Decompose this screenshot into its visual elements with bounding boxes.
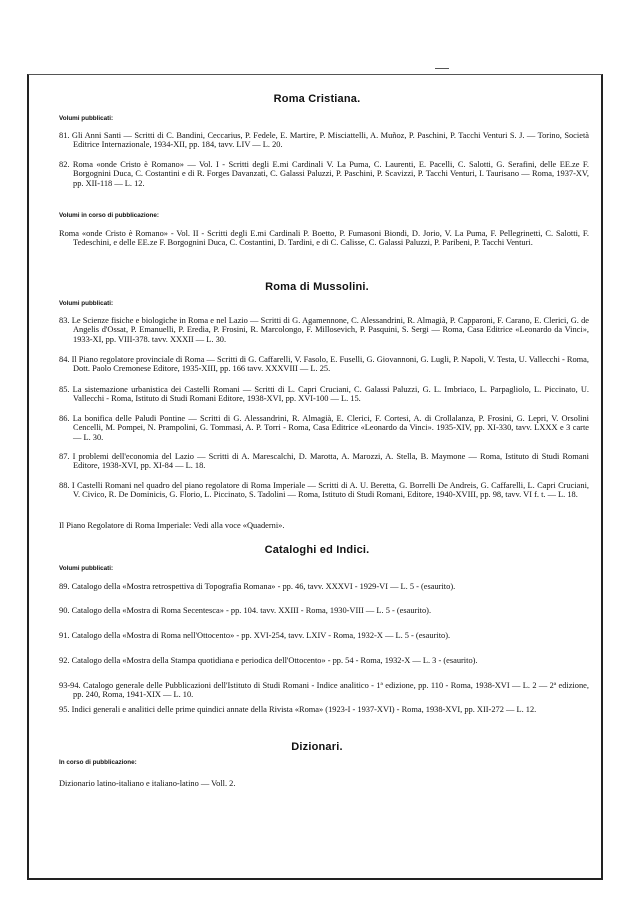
catalog-entry: 95. Indici generali e analitici delle prime quindici annate della Rivista «Roma» (1923-I - 1937-XVI) - Roma, 1938-XVI, pp. XII-272 — L. 12. <box>59 705 537 714</box>
catalog-entry: 90. Catalogo della «Mostra di Roma Secentesca» - pp. 104. tavv. XXIII - Roma, 1930-VIII — L. 5 - (esaurito). <box>59 606 432 615</box>
group-label: In corso di pubblicazione: <box>59 759 137 766</box>
group-label: Volumi in corso di pubblicazione: <box>59 212 159 219</box>
catalog-entry: 93-94. Catalogo generale delle Pubblicazioni dell'Istituto di Studi Romani - Indice analitico - 1ª edizione, pp. 110 - Roma, 1938-XVI — L. 2 — 2ª edizione, pp. 240, Roma, 1941-XIX — L. 10. <box>59 681 589 700</box>
catalog-entry: 88. I Castelli Romani nel quadro del piano regolatore di Roma Imperiale — Scritti di A. U. Beretta, G. Borrelli De Andreis, G. Caffarelli, L. Capri Cruciani, V. Civico, R. De Dominicis, G. Florio, L. Piccinato, S. Tadolini — Roma, Istituto di Studi Romani, Editore, 1940-XVIII, pp. 98, tavv. VI f. t. — L. 18. <box>59 481 589 500</box>
catalog-entry: 92. Catalogo della «Mostra della Stampa quotidiana e periodica dell'Ottocento» - pp. 54 - Roma, 1932-X — L. 3 - (esaurito). <box>59 656 478 665</box>
catalog-entry: 91. Catalogo della «Mostra di Roma nell'Ottocento» - pp. XVI-254, tavv. LXIV - Roma, 1932-X — L. 5 - (esaurito). <box>59 631 451 640</box>
page-top-mark <box>435 68 449 69</box>
catalog-entry: Roma «onde Cristo è Romano» - Vol. II - Scritti degli E.mi Cardinali P. Boetto, P. Fumasoni Biondi, D. Jorio, V. La Puma, F. Pellegrinetti, C. Salotti, F. Tedeschini, e delle EE.ze F. Borgognini Duca, C. Costantini, D. Tardini, e di C. Calisse, C. Galassi Paluzzi, P. Paribeni, P. Tacchi Venturi. <box>59 229 589 248</box>
group-label: Volumi pubblicati: <box>59 565 114 572</box>
group-label: Volumi pubblicati: <box>59 300 114 307</box>
section-title-cataloghi-ed-indici: Cataloghi ed Indici. <box>264 544 370 556</box>
catalog-entry: Dizionario latino-italiano e italiano-latino — Voll. 2. <box>59 779 236 788</box>
catalog-entry: 83. Le Scienze fisiche e biologiche in Roma e nel Lazio — Scritti di G. Agamennone, C. Alessandrini, R. Almagià, P. Capparoni, F. Carano, E. Clerici, G. de Angelis d'Ossat, P. Emanuelli, P. Eredia, P. Frosini, R. Marcolongo, F. Millosevich, P. Pasquini, S. Sergi — Roma, Casa Editrice «Leonardo da Vinci», 1933-XI, pp. VIII-378. tavv. XXXII — L. 30. <box>59 316 589 344</box>
catalog-entry: 89. Catalogo della «Mostra retrospettiva di Topografia Romana» - pp. 46, tavv. XXXVI - 1929-VI — L. 5 - (esaurito). <box>59 582 456 591</box>
section-title-dizionari: Dizionari. <box>291 741 343 753</box>
section-title-roma-cristiana: Roma Cristiana. <box>273 93 361 105</box>
catalog-entry: Il Piano Regolatore di Roma Imperiale: Vedi alla voce «Quaderni». <box>59 521 285 530</box>
catalog-entry: 86. La bonifica delle Paludi Pontine — Scritti di G. Alessandrini, R. Almagià, E. Clerici, F. Cortesi, A. di Crollalanza, P. Frosini, G. Lepri, V. Orsolini Cencelli, M. Pompei, N. Prampolini, G. Tommasi, A. P. Torri - Roma, Casa Editrice «Leonardo da Vinci». 1935-XIV, pp. XI-330, tavv. LXXX e 3 carte — L. 30. <box>59 414 589 442</box>
page-frame <box>27 74 603 880</box>
catalog-entry: 82. Roma «onde Cristo è Romano» — Vol. I - Scritti degli E.mi Cardinali V. La Puma, C. Laurenti, E. Pacelli, C. Salotti, G. Serafini, delle EE.ze F. Borgognini Duca, C. Costantini e di R. Forges Davanzati, C. Galassi Paluzzi, P. Paschini, P. Scavizzi, P. Tacchi Venturi, I. Taurisano — Roma, 1937-XV, pp. XII-118 — L. 12. <box>59 160 589 188</box>
group-label: Volumi pubblicati: <box>59 115 114 122</box>
catalog-entry: 87. I problemi dell'economia del Lazio — Scritti di A. Marescalchi, D. Marotta, A. Marozzi, A. Stella, B. Maymone — Roma, Istituto di Studi Romani Editore, 1938-XVI, pp. XI-84 — L. 18. <box>59 452 589 471</box>
section-title-roma-di-mussolini: Roma di Mussolini. <box>265 281 369 293</box>
catalog-entry: 84. Il Piano regolatore provinciale di Roma — Scritti di G. Caffarelli, V. Fasolo, E. Fuselli, G. Giovannoni, G. Lugli, P. Napoli, V. Testa, U. Vallecchi - Roma, Dott. Paolo Cremonese Editore, 1935-XIII, pp. 166 tavv. XXXVIII — L. 25. <box>59 355 589 374</box>
catalog-entry: 81. Gli Anni Santi — Scritti di C. Bandini, Ceccarius, P. Fedele, E. Martire, P. Misciattelli, A. Muñoz, P. Paschini, P. Tacchi Venturi S. J. — Torino, Società Editrice Internazionale, 1934-XII, pp. 184, tavv. LIV — L. 20. <box>59 131 589 150</box>
catalog-entry: 85. La sistemazione urbanistica dei Castelli Romani — Scritti di L. Capri Cruciani, C. Galassi Paluzzi, G. L. Imbriaco, L. Parpagliolo, L. Piccinato, U. Vallecchi - Roma, Istituto di Studi Romani Editore, 1938-XVI, pp. XVI-100 — L. 15. <box>59 385 589 404</box>
